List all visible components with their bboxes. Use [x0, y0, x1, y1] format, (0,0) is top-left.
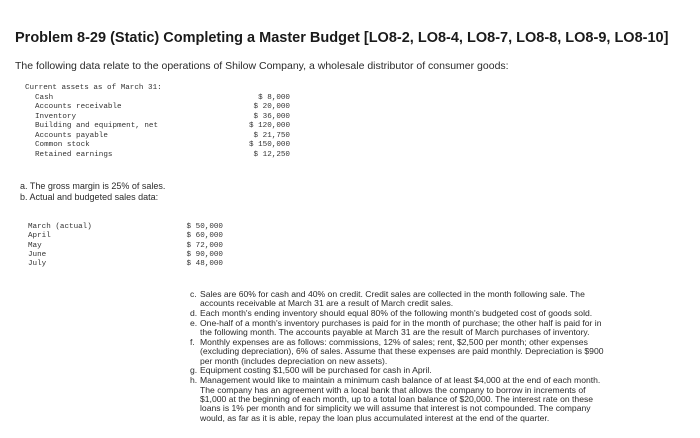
note-text: Equipment costing $1,500 will be purchased for cash in April. [200, 365, 432, 376]
sales-value: $ 50,000 [186, 223, 223, 231]
note-letter: h. [190, 375, 198, 386]
notes-a-b [20, 181, 165, 202]
note-letter: d. [190, 308, 198, 319]
sales-value: $ 72,000 [186, 241, 223, 250]
asset-value: $ 8,000 [258, 93, 290, 102]
note-letter: c. [190, 289, 197, 299]
asset-value: $ 36,000 [253, 112, 290, 121]
asset-label: Building and equipment, net [35, 122, 159, 130]
asset-label: Accounts receivable [35, 103, 122, 111]
note-letter: e. [190, 317, 198, 328]
asset-label: Cash [35, 93, 54, 102]
sales-month: July [28, 260, 47, 269]
problem-title: Problem 8-29 (Static) Completing a Master Budget [LO8-2, LO8-4, LO8-7, LO8-8, LO8-9, LO8-10] [15, 30, 669, 46]
note-e [190, 319, 610, 338]
sales-month: March (actual) [28, 223, 92, 231]
note-text: One-half of a month's inventory purchases is paid for in the month of purchase; the other half is paid for in the following month. The accounts payable at March 31 are the result of March purchases of inventory. [200, 317, 602, 338]
note-h [190, 376, 610, 423]
note-b: b. Actual and budgeted sales data: [20, 191, 159, 202]
sales-month: May [28, 241, 42, 250]
note-text: Monthly expenses are as follows: commissions, 12% of sales; rent, $2,500 per month; other expenses (excluding depreciation), 6% of sales. Assume that these expenses are paid monthly. Depreciation is $900 per month (includes depreciation on new assets). [200, 336, 604, 366]
note-f [190, 338, 610, 366]
asset-label: Retained earnings [35, 150, 113, 159]
note-text: Each month's ending inventory should equal 80% of the following month's budgeted cost of goods sold. [200, 308, 593, 319]
note-letter: f. [190, 336, 195, 347]
asset-label: Common stock [35, 141, 90, 149]
notes-list [190, 290, 610, 423]
asset-label: Accounts payable [35, 131, 108, 140]
asset-value: $ 120,000 [248, 122, 290, 130]
note-letter: g. [190, 365, 198, 376]
asset-value: $ 12,250 [253, 150, 290, 159]
sales-value: $ 60,000 [186, 232, 223, 241]
current-assets-heading: Current assets as of March 31: [25, 84, 162, 92]
sales-month: April [28, 232, 51, 241]
asset-value: $ 20,000 [253, 103, 290, 111]
sales-value: $ 48,000 [186, 260, 223, 269]
asset-value: $ 150,000 [248, 141, 290, 149]
sales-month: June [28, 250, 47, 259]
note-c [190, 290, 610, 309]
asset-value: $ 21,750 [253, 131, 290, 140]
sales-value: $ 90,000 [186, 250, 223, 259]
asset-label: Inventory [35, 112, 77, 121]
intro-text: The following data relate to the operations of Shilow Company, a wholesale distributor of consumer goods: [15, 60, 509, 72]
note-text: Sales are 60% for cash and 40% on credit. Credit sales are collected in the month following sale. The accounts receivable at March 31 are a result of March credit sales. [200, 289, 585, 309]
note-text: Management would like to maintain a minimum cash balance of at least $4,000 at the end of each month. The company has an agreement with a local bank that allows the company to borrow in increments of $1,000 at the beginning of each month, up to a total loan balance of $20,000. The interest rate on these loans is 1% per month and for simplicity we will assume that interest is not compounded. The company would, as far as it is able, repay the loan plus accumulated interest at the end of the quarter. [200, 375, 601, 423]
note-a: a. The gross margin is 25% of sales. [20, 181, 166, 191]
